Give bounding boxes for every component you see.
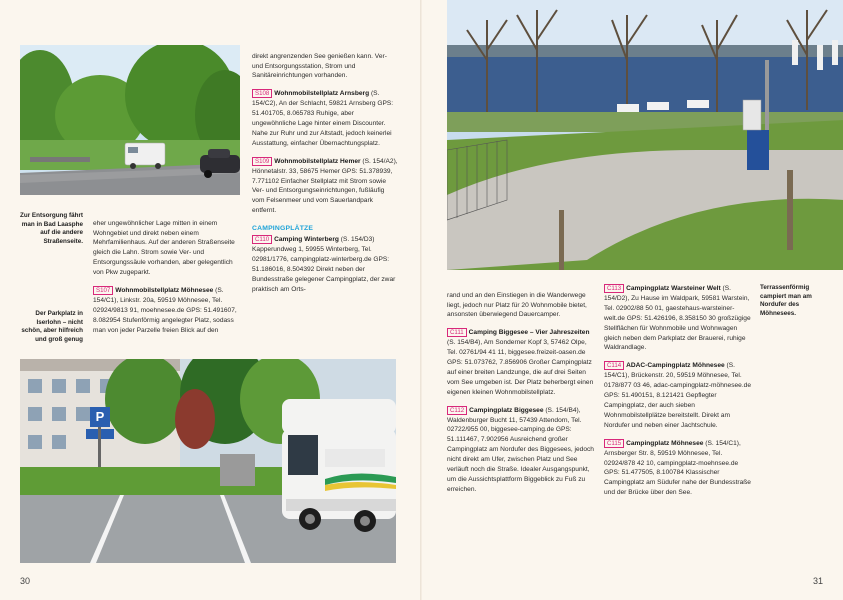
continued-text: eher ungewöhnlicher Lage mitten in einem Wohngebiet und direkt neben einem Mehrfamilienhaus. Auf der anderen Straßenseite gleich die Lahn. Strom sowie Ver- und Entsorgungssäule vorhanden, aber gelegentlich von Pkw zugeparkt.: [93, 219, 235, 277]
entry-name: Campingplatz Warsteiner Welt: [626, 285, 721, 292]
continued-text: rand und an den Einstiegen in die Wanderwege liegt, jedoch nur Platz für 20 Wohnmobile bietet, ansonsten überwiegend Dauercamper.: [447, 291, 587, 319]
entry-name: Wohnmobilstellplatz Möhnesee: [115, 287, 214, 295]
entry-tag: C113: [604, 284, 624, 293]
entry-name: Campingplatz Biggesee: [469, 406, 544, 414]
entry-body: (S. 154/A2), Hönnetalstr. 33, 58675 Hemer GPS: 51.378939, 7.771102 Einfacher Stellplatz mit Strom sowie Ver- und Entsorgungseinrichtungen, fußläufig vom Felsenmeer und vom Sauerlandpark entfernt.: [252, 157, 398, 215]
left-column-1: [93, 212, 241, 344]
continued-text: direkt angrenzenden See genießen kann. Ver- und Entsorgungsstation, Strom und Sanitäreinrichtungen vorhanden.: [252, 52, 387, 80]
left-column-2: [252, 45, 398, 303]
entry-body: (S. 154/B4), Am Sonderner Kopf 3, 57462 Olpe, Tel. 02761/94 41 11, biggesee.freizeit-oasen.de GPS: 51.073762, 7.856906 Großer Campingplatz auf einer breiten Landzunge, die auf drei Seiten vom See umgeben ist. Der Platz beherbergt einen eigenen kleinen Wohnmobilstellplatz.: [447, 339, 594, 396]
entry-s107: [93, 286, 241, 336]
left-page: [0, 0, 421, 600]
entry-c111: [447, 328, 595, 397]
entry-body: (S. 154/C1), Arnsberger Str. 8, 59519 Möhnesee, Tel. 02924/878 42 10, campingplatz-moehnsee.de GPS: 51.477505, 8.100784 Klassischer Campingplatz am Südufer nahe der Bundesstraße und der Brücke über den See.: [604, 439, 751, 497]
entry-tag: C112: [447, 406, 467, 415]
entry-body: (S. 154/C1), Linkstr. 20a, 59519 Möhnesee, Tel. 02924/9813 91, moehnesee.de GPS: 51.491607, 8.082954 Stufenförmig angelegter Platz, sodass man von jeder Parzelle freien Blick auf den: [93, 287, 237, 334]
entry-name: Wohnmobilstellplatz Hemer: [274, 157, 361, 165]
entry-c110: [252, 235, 398, 294]
entry-tag: C115: [604, 439, 624, 448]
entry-tag: C114: [604, 361, 624, 370]
photo-moehnesee: [447, 0, 843, 270]
entry-c114: [604, 361, 752, 430]
entry-name: Wohnmobilstellplatz Arnsberg: [274, 90, 370, 98]
entry-tag: C111: [447, 328, 467, 337]
entry-body: (S. 154/D2), Zu Hause im Waldpark, 59581 Warstein, Tel. 02902/88 50 01, gaestehaus-warsteiner-welt.de GPS: 51.426196, 8.358150 30 großzügige Stellflächen für Wohnmobile und Wohnwagen gleich neben dem Parkplatz der Brauerei, ruhige Waldrandlage.: [604, 285, 751, 352]
entry-name: Camping Biggesee – Vier Jahreszeiten: [468, 329, 590, 337]
entry-tag: S107: [93, 286, 113, 295]
entry-tag: C110: [252, 235, 272, 244]
right-page: [422, 0, 843, 600]
entry-s109: [252, 157, 398, 216]
right-column-1: [447, 284, 595, 503]
caption-right: Terrassenförmig campiert man am Nordufer des Möhnesees.: [760, 284, 812, 317]
entry-body: (S. 154/C2), An der Schlacht, 59821 Arnsberg GPS: 51.401705, 8.065783 Ruhige, aber ungewöhnliche Lage hinter einem Discounter. Nahe zur Ruhr und zur Altstadt, jedoch keinerlei Ausstattung, einfacher Übernachtungsplatz.: [252, 90, 394, 147]
entry-name: Camping Winterberg: [274, 236, 339, 244]
page-number: 31: [812, 576, 823, 586]
entry-name: ADAC-Campingplatz Möhnesee: [626, 362, 725, 370]
caption-mid: Der Parkplatz in Iserlohn – nicht schön, aber hilfreich und groß genug: [21, 310, 83, 343]
page-number: 30: [20, 576, 31, 586]
entry-c112: [447, 406, 595, 495]
caption-top: Zur Entsorgung fährt man in Bad Laasphe auf die andere Straßenseite.: [20, 212, 83, 245]
entry-name: Campingplatz Möhnesee: [626, 439, 704, 447]
entry-c115: [604, 439, 752, 498]
entry-body: (S. 154/B4), Waldenburger Bucht 11, 57439 Attendorn, Tel. 02722/955 00, biggesee-camping.de GPS: 51.111467, 7.902956 Ausreichend großer Campingplatz am Nordufer des Biggesees, jedoch nicht direkt am Ufer, zwischen Platz und See verläuft noch die Straße. Idealer Ausgangspunkt, um die Aussichtsplattform Biggeblick zu Fuß zu erreichen.: [447, 406, 594, 493]
entry-body: (S. 154/D3) Kapperundweg 1, 59955 Winterberg, Tel. 02981/1776, campingplatz-winterberg.de GPS: 51.186016, 8.504392 Direkt neben der Bundesstraße gelegener Campingplatz, der zwar praktisch am Orts-: [252, 236, 396, 293]
section-heading: CAMPINGPLÄTZE: [252, 225, 314, 233]
photo-iserlohn-parking: [20, 359, 396, 563]
entry-c113: [604, 284, 752, 353]
photo-bad-laasphe: [20, 45, 240, 195]
entry-body: (S. 154/C1), Brückenstr. 20, 59519 Möhnesee, Tel. 0178/877 03 46, adac-campingplatz-möhnesee.de GPS: 51.490151, 8.121421 Gepflegter Campingplatz, der auch sieben Wohnmobilstellplätze bereitstellt. Direkt am Nordufer und neben einer Jachtschule.: [604, 362, 751, 429]
entry-tag: S109: [252, 157, 272, 166]
parking-sign-icon: P: [95, 409, 105, 424]
right-column-2: [604, 284, 752, 506]
entry-tag: S108: [252, 89, 272, 98]
entry-s108: [252, 89, 398, 148]
